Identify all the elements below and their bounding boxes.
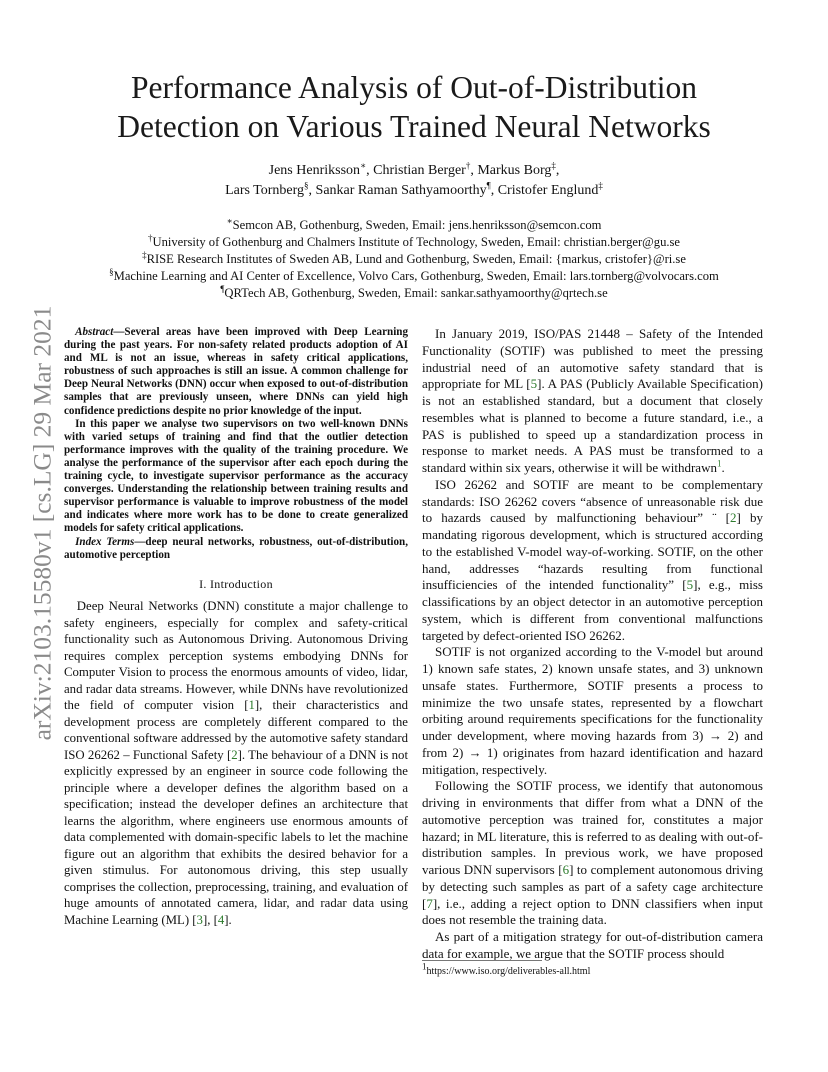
citation-link[interactable]: 5	[530, 376, 538, 392]
citation-link[interactable]: 2	[730, 510, 737, 526]
author-name: Cristofer Englund	[497, 183, 599, 198]
footnote	[422, 960, 763, 978]
author-name: Markus Borg	[477, 163, 552, 178]
author-name: Lars Tornberg	[225, 183, 305, 198]
author-list	[0, 161, 828, 201]
affiliation: ∗Semcon AB, Gothenburg, Sweden, Email: jens.henriksson@semcon.com	[226, 215, 602, 232]
paper-title	[0, 68, 828, 146]
intro-body	[64, 598, 408, 928]
citation-link[interactable]: 7	[426, 895, 433, 911]
author-mark: ∗	[360, 160, 367, 171]
affiliation-list	[0, 217, 828, 302]
arxiv-stamp	[23, 285, 61, 761]
author-mark: ‡	[598, 180, 603, 191]
citation-link[interactable]: 1	[248, 698, 255, 713]
citation-link[interactable]: 3	[196, 912, 203, 927]
index-terms: Index Terms—deep neural networks, robustness, out-of-distribution, automotive perception	[64, 535, 408, 561]
author-mark: ¶	[486, 180, 491, 191]
author-name: Sankar Raman Sathyamoorthy	[315, 183, 487, 198]
body-paragraph: In January 2019, ISO/PAS 21448 – Safety of the Intended Functionality (SOTIF) was published to meet the pressing industrial need of an automotive safety standard that is appropriate for ML [5]. A PAS (Publicly Available Specification) is not an established standard, but a document that closely resembles what is planned to become a future standard, i.e., a PAS is published to speed up a standardization process in response to market needs. A PAS must be transformed to a standard within six years, otherwise it will be withdrawn$^1$.	[422, 326, 763, 475]
title-line-1: Performance Analysis of Out-of-Distribution	[130, 70, 697, 105]
author-name: Jens Henriksson	[268, 163, 361, 178]
author-line-2: Lars Tornberg§, Sankar Raman Sathyamoorthy¶, Cristofer Englund‡	[225, 180, 603, 198]
citation-link[interactable]: 5	[686, 577, 694, 593]
author-mark: §	[304, 180, 309, 191]
body-paragraph: Deep Neural Networks (DNN) constitute a major challenge to safety engineers, especially for complex and safety-critical functionality such as Autonomous Driving. Autonomous Driving requires complex perception systems embodying DNNs for Computer Vision to process the enormous amounts of video, lidar, and radar data streams. However, while DNNs have revolutionized the field of computer vision [1], their characteristics and development process are completely different compared to the conventional software addressed by the automotive safety standard ISO 26262 – Functional Safety [2]. The behaviour of a DNN is not explicitly expressed by an engineer in source code following the principle where a developer defines the algorithm based on a specification; instead the developer defines an architecture that learns the algorithm, where engineers use enormous amounts of data complemented with domain-specific labels to let the machine figure out an algorithm that exhibits the desired behavior for a given stimulus. For autonomous driving, this step usually comprises the collection, preprocessing, training, and evaluation of huge amounts of annotated camera, lidar, and radar data using Machine Learning (ML) [3], [4].	[64, 599, 408, 927]
footnote-text	[422, 961, 763, 978]
footnote-rule	[422, 960, 542, 961]
body-paragraph: As part of a mitigation strategy for out-of-distribution camera data for example, we argue that the SOTIF process should	[422, 929, 763, 961]
author-mark: †	[465, 160, 471, 171]
abstract-paragraph: In this paper we analyse two supervisors on two well-known DNNs with varied setups of training and find that the outlier detection performance improves with the quality of the training procedure. We analyse the performance of the supervisor after each epoch during the training cycle, to investigate supervisor performance as the accuracy converges. Understanding the relationship between training results and supervisor performance is valuable to improve robustness of the model and indicates where more work has to be done to create generalized models for safety critical applications.	[64, 417, 408, 535]
citation-link[interactable]: 2	[231, 747, 238, 762]
body-paragraph: SOTIF is not organized according to the V-model but around 1) known safe states, 2) known unsafe states, and 3) unknown unsafe states. Furthermore, SOTIF presents a process to minimize the two unsafe states, represented by a flowchart orbiting around requirements specifications for the functionality under development, where moving hazards from 3) → 2) and from 2) → 1) originates from hazard identification and hazard mitigation, respectively.	[422, 644, 763, 777]
affiliation: ¶QRTech AB, Gothenburg, Sweden, Email: sankar.sathyamoorthy@qrtech.se	[220, 283, 608, 300]
affiliation: †University of Gothenburg and Chalmers Institute of Technology, Sweden, Email: christian.berger@gu.se	[147, 232, 681, 249]
citation-link[interactable]: 4	[217, 912, 225, 927]
affiliation: ‡RISE Research Institutes of Sweden AB, Lund and Gothenburg, Sweden, Email: {markus, cristofer}@ri.se	[142, 249, 686, 266]
footnote-url[interactable]: https://www.iso.org/deliverables-all.html	[426, 966, 591, 977]
body-paragraph: Following the SOTIF process, we identify that autonomous driving in environments that differ from what a DNN of the automotive perception was trained for, constitutes a major hazard; in ML literature, this is referred to as dealing with out-of-distribution samples. In previous work, we have proposed various DNN supervisors [6] to complement autonomous driving by detecting such samples as part of a safety cage architecture [7], i.e., adding a reject option to DNN classifiers when input does not resemble the training data.	[422, 778, 763, 928]
arxiv-id: arXiv:2103.15580v1 [cs.LG] 29 Mar 2021	[27, 305, 57, 741]
abstract-label: Abstract	[75, 326, 114, 338]
footnote-marker[interactable]: 1	[716, 458, 722, 469]
citation-link[interactable]: 6	[562, 862, 570, 877]
abstract-paragraph: Abstract—Several areas have been improved with Deep Learning during the past years. For non-safety related products adoption of AI and ML is not an issue, whereas in safety critical applications, robustness of such approaches is still an issue. A common challenge for Deep Neural Networks (DNN) occur when exposed to out-of-distribution samples that are previously unseen, where DNNs can yield high confidence predictions despite no prior knowledge of the input.	[64, 326, 408, 417]
author-mark: ‡	[551, 160, 556, 171]
index-terms-label: Index Terms	[75, 535, 135, 548]
abstract	[64, 326, 408, 562]
right-column	[422, 326, 763, 963]
footnote-mark: 1	[422, 961, 427, 972]
left-column	[64, 326, 408, 928]
body-paragraph: ISO 26262 and SOTIF are meant to be complementary standards: ISO 26262 covers “absence of unreasonable risk due to hazards caused by malfunctioning behaviour” ¨ [2] by mandating rigorous development, which is structured according to the established V-model way-of-working. SOTIF, on the other hand, addresses “hazards resulting from functional insufficiencies of the intended functionality” [5], e.g., miss classifications by an object detector in an automotive perception system, which is different from conventional malfunctions targeted by defect-oriented ISO 26262.	[422, 476, 763, 643]
author-line-1: Jens Henriksson∗, Christian Berger†, Markus Borg‡,	[268, 160, 560, 178]
section-heading: I. Introduction	[199, 576, 273, 591]
title-line-2: Detection on Various Trained Neural Networks	[117, 109, 711, 144]
author-name: Christian Berger	[373, 163, 466, 178]
affiliation: §Machine Learning and AI Center of Excellence, Volvo Cars, Gothenburg, Sweden, Email: lars.tornberg@volvocars.com	[109, 266, 719, 283]
